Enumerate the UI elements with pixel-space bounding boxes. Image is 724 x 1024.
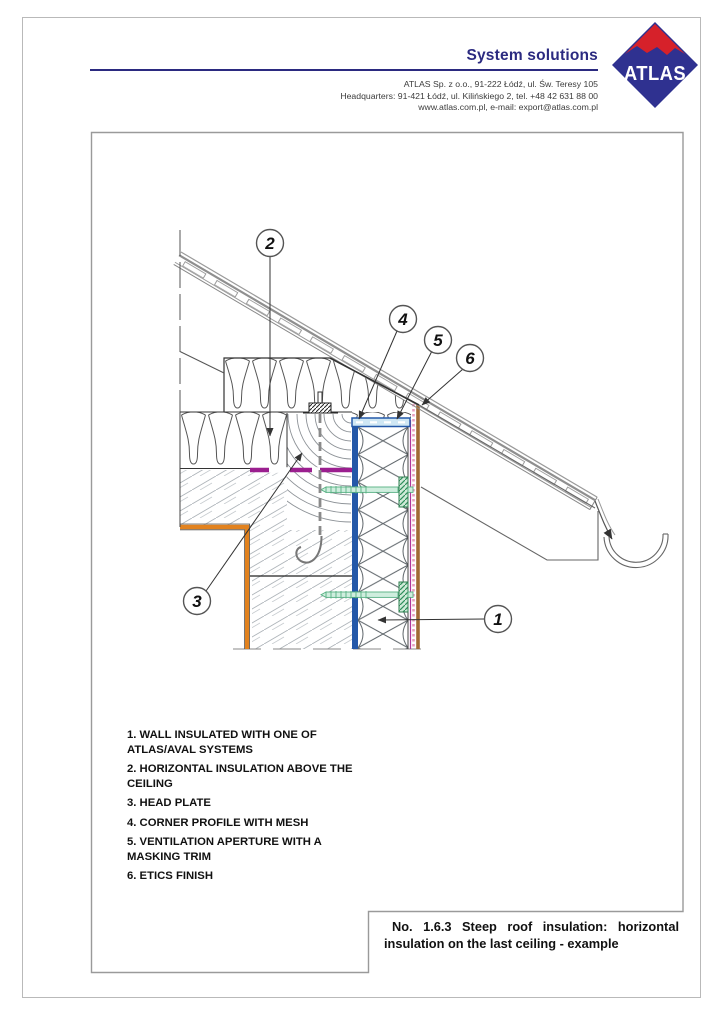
address-line-1: ATLAS Sp. z o.o., 91-222 Łódź, ul. Św. Teresy 105 <box>403 79 598 89</box>
address-line-2: Headquarters: 91-421 Łódź, ul. Kilińskiego 2, tel. +48 42 631 88 00 <box>340 90 598 101</box>
header-title: System solutions <box>466 47 598 64</box>
callout-4 <box>390 306 417 333</box>
svg-text:5: 5 <box>433 331 443 350</box>
horizontal-insulation-membrane <box>250 467 352 473</box>
svg-text:4: 4 <box>398 310 408 329</box>
legend-item-1: 1. WALL INSULATED WITH ONE OF ATLAS/AVAL SYSTEMS <box>127 729 317 756</box>
svg-text:3: 3 <box>192 592 202 611</box>
svg-text:6: 6 <box>465 349 475 368</box>
callout-2 <box>257 230 284 257</box>
legend-item-3: 3. HEAD PLATE <box>127 797 211 809</box>
gutter <box>604 534 668 568</box>
callout-5 <box>425 327 452 354</box>
leader-6 <box>422 369 463 405</box>
svg-text:1: 1 <box>493 610 503 629</box>
legend-item-2: 2. HORIZONTAL INSULATION ABOVE THE CEILING <box>127 763 353 790</box>
legend-item-5: 5. VENTILATION APERTURE WITH A MASKING TRIM <box>127 836 322 863</box>
legend-item-6: 6. ETICS FINISH <box>127 870 213 882</box>
callout-3 <box>184 588 211 615</box>
logo-text: ATLAS <box>623 63 687 86</box>
legend <box>127 728 371 889</box>
svg-text:2: 2 <box>265 234 275 253</box>
callout-6 <box>457 345 484 372</box>
callout-1 <box>485 606 512 633</box>
wall-insulation <box>358 427 408 649</box>
address-line-3: www.atlas.com.pl, e-mail: export@atlas.com.pl <box>418 102 598 113</box>
legend-item-4: 4. CORNER PROFILE WITH MESH <box>127 816 309 829</box>
caption-text: No. 1.6.3 Steep roof insulation: horizontal insulation on the last ceiling - example <box>384 919 679 951</box>
corner-profile-blue <box>352 427 358 649</box>
eave-soffit <box>421 487 598 560</box>
